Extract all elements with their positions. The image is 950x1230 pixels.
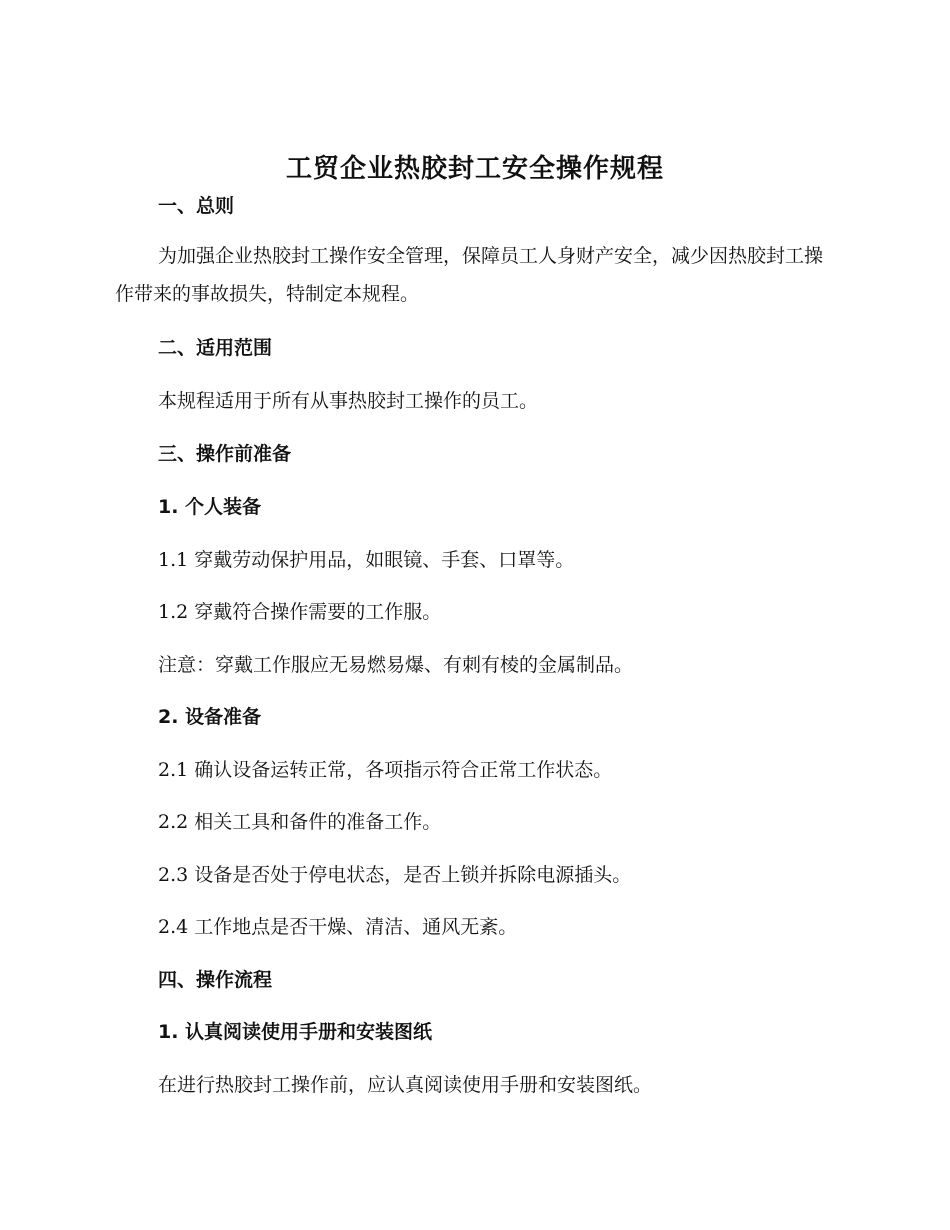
general-paragraph: 为加强企业热胶封工操作安全管理，保障员工人身财产安全，减少因热胶封工操作带来的事故损失，特制定本规程。: [115, 245, 824, 305]
subheading-equipment-preparation: 2. 设备准备: [158, 706, 262, 728]
section-heading-general: 一、总则: [158, 195, 235, 217]
item-2-3: 2.3 设备是否处于停电状态，是否上锁并拆除电源插头。: [158, 864, 632, 886]
subheading-personal-equipment: 1. 个人装备: [158, 496, 262, 518]
item-2-2: 2.2 相关工具和备件的准备工作。: [158, 811, 442, 833]
subheading-read-manual: 1. 认真阅读使用手册和安装图纸: [158, 1021, 433, 1043]
read-manual-text: 在进行热胶封工操作前，应认真阅读使用手册和安装图纸。: [158, 1074, 653, 1096]
item-1-1: 1.1 穿戴劳动保护用品，如眼镜、手套、口罩等。: [158, 549, 575, 571]
section-heading-procedure: 四、操作流程: [158, 969, 273, 991]
section-heading-preparation: 三、操作前准备: [158, 443, 292, 465]
item-1-2: 1.2 穿戴符合操作需要的工作服。: [158, 601, 442, 623]
document-title: 工贸企业热胶封工安全操作规程: [285, 154, 664, 184]
note-text: 注意：穿戴工作服应无易燃易爆、有刺有棱的金属制品。: [158, 654, 634, 676]
item-2-1: 2.1 确认设备运转正常，各项指示符合正常工作状态。: [158, 759, 613, 781]
scope-text: 本规程适用于所有从事热胶封工操作的员工。: [158, 390, 539, 412]
item-2-4: 2.4 工作地点是否干燥、清洁、通风无紊。: [158, 916, 518, 938]
section-heading-scope: 二、适用范围: [158, 337, 273, 359]
